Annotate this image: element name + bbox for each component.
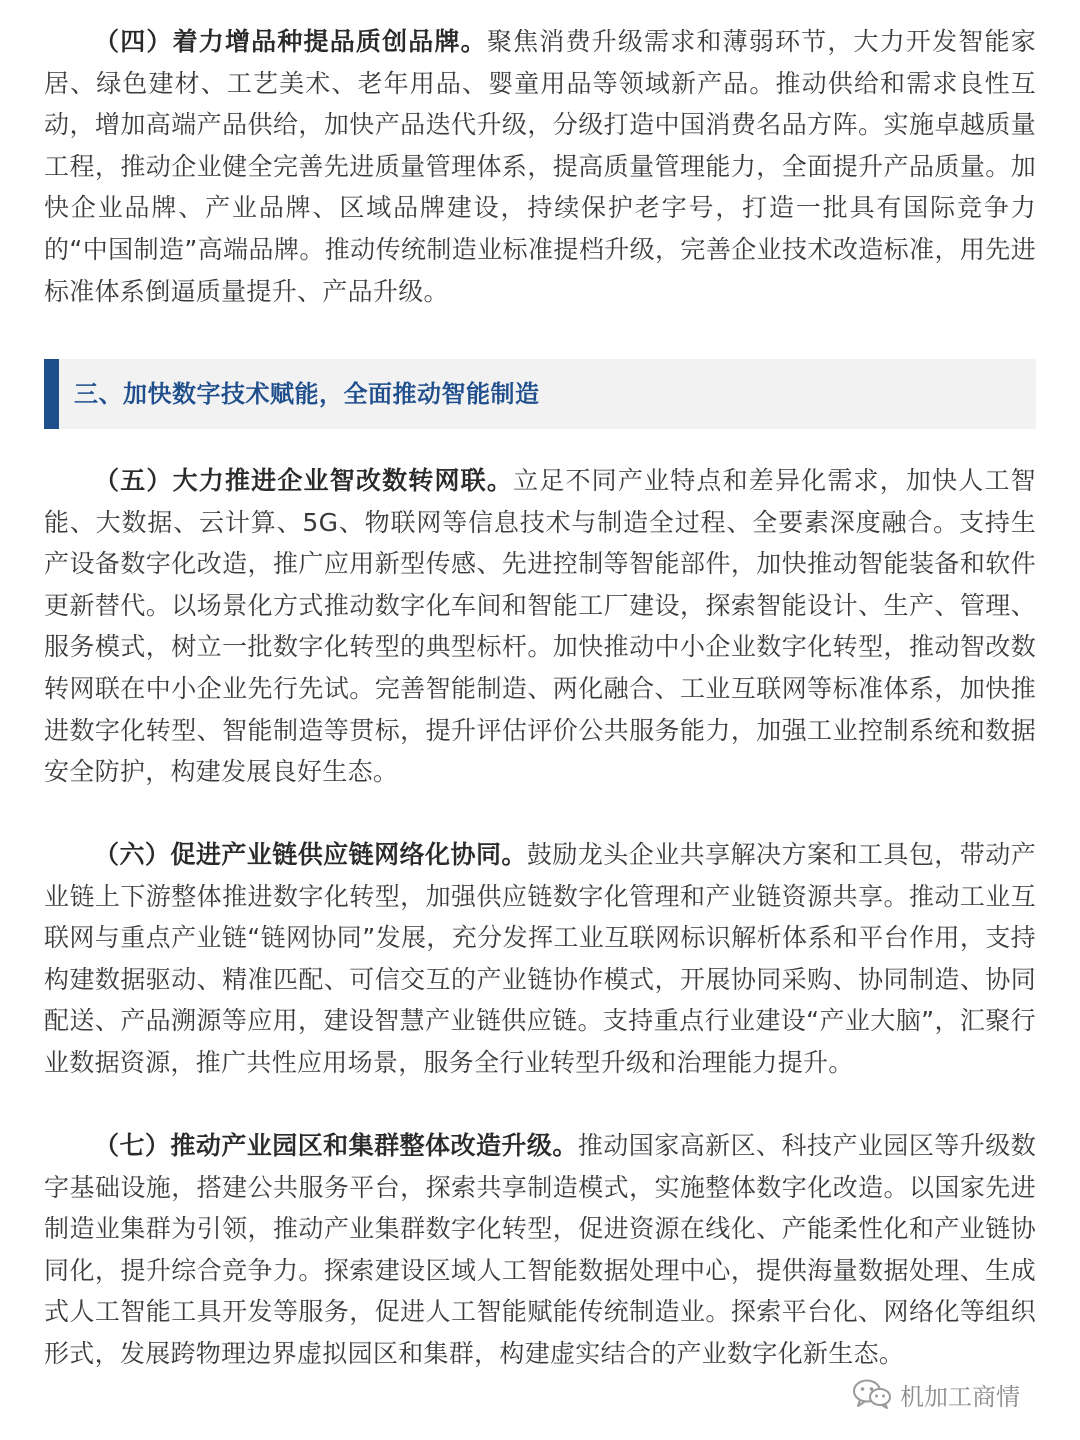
paragraph-6 bbox=[44, 834, 1036, 1084]
wechat-icon bbox=[852, 1378, 892, 1410]
watermark-text: 机加工商情 bbox=[900, 1382, 1020, 1411]
watermark bbox=[852, 1374, 1020, 1414]
section-header bbox=[44, 359, 1036, 429]
paragraph-6-body: 鼓励龙头企业共享解决方案和工具包，带动产业链上下游整体推进数字化转型，加强供应链数字化管理和产业链资源共享。推动工业互联网与重点产业链“链网协同”发展，充分发挥工业互联网标识解析体系和平台作用，支持构建数据驱动、精准匹配、可信交互的产业链协作模式，开展协同采购、协同制造、协同配送、产品溯源等应用，建设智慧产业链供应链。支持重点行业建设“产业大脑”，汇聚行业数据资源，推广共性应用场景，服务全行业转型升级和治理能力提升。 bbox=[44, 840, 1036, 1077]
paragraph-5 bbox=[44, 460, 1036, 793]
paragraph-4-lead: （四）着力增品种提品质创品牌。 bbox=[94, 27, 487, 56]
paragraph-4 bbox=[44, 21, 1036, 312]
paragraph-7-lead: （七）推动产业园区和集群整体改造升级。 bbox=[94, 1131, 578, 1160]
paragraph-6-lead: （六）促进产业链供应链网络化协同。 bbox=[94, 840, 527, 869]
paragraph-7-body: 推动国家高新区、科技产业园区等升级数字基础设施，搭建公共服务平台，探索共享制造模式，实施整体数字化改造。以国家先进制造业集群为引领，推动产业集群数字化转型，促进资源在线化、产能柔性化和产业链协同化，提升综合竞争力。探索建设区域人工智能数据处理中心，提供海量数据处理、生成式人工智能工具开发等服务，促进人工智能赋能传统制造业。探索平台化、网络化等组织形式，发展跨物理边界虚拟园区和集群，构建虚实结合的产业数字化新生态。 bbox=[44, 1131, 1036, 1368]
paragraph-5-body: 立足不同产业特点和差异化需求，加快人工智能、大数据、云计算、5G、物联网等信息技术与制造全过程、全要素深度融合。支持生产设备数字化改造，推广应用新型传感、先进控制等智能部件，加快推动智能装备和软件更新替代。以场景化方式推动数字化车间和智能工厂建设，探索智能设计、生产、管理、服务模式，树立一批数字化转型的典型标杆。加快推动中小企业数字化转型，推动智改数转网联在中小企业先行先试。完善智能制造、两化融合、工业互联网等标准体系，加快推进数字化转型、智能制造等贯标，提升评估评价公共服务能力，加强工业控制系统和数据安全防护，构建发展良好生态。 bbox=[44, 466, 1036, 787]
paragraph-5-lead: （五）大力推进企业智改数转网联。 bbox=[94, 466, 514, 495]
section-title: 三、加快数字技术赋能，全面推动智能制造 bbox=[74, 380, 540, 408]
paragraph-7 bbox=[44, 1125, 1036, 1375]
paragraph-4-body: 聚焦消费升级需求和薄弱环节，大力开发智能家居、绿色建材、工艺美术、老年用品、婴童用品等领域新产品。推动供给和需求良性互动，增加高端产品供给，加快产品迭代升级，分级打造中国消费名品方阵。实施卓越质量工程，推动企业健全完善先进质量管理体系，提高质量管理能力，全面提升产品质量。加快企业品牌、产业品牌、区域品牌建设，持续保护老字号，打造一批具有国际竞争力的“中国制造”高端品牌。推动传统制造业标准提档升级，完善企业技术改造标准，用先进标准体系倒逼质量提升、产品升级。 bbox=[44, 27, 1037, 306]
